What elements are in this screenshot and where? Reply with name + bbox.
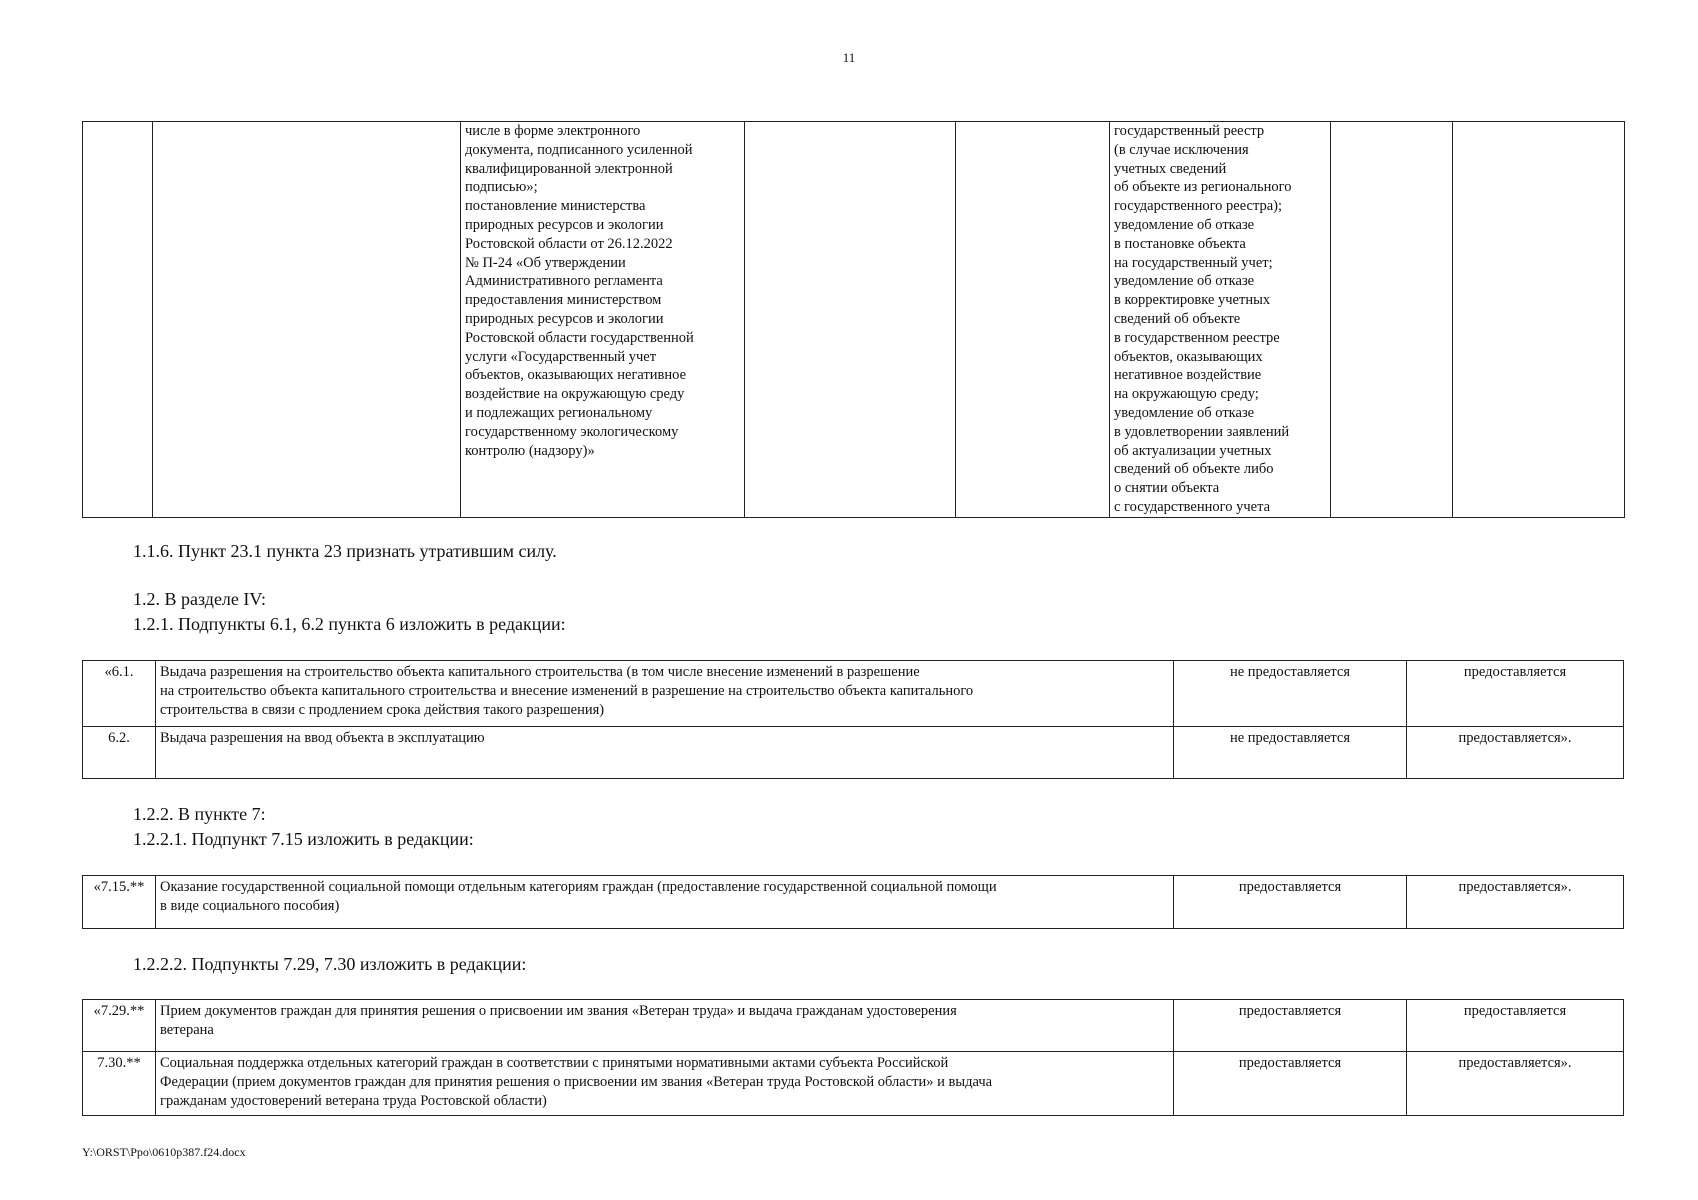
cont-cell-7 [1331,122,1453,518]
item-status-2: предоставляется». [1407,727,1624,779]
item-number: «7.15.** [83,876,156,929]
paragraph-1-2-2-2: 1.2.2.2. Подпункты 7.29, 7.30 изложить в редакции: [133,954,527,974]
item-status-2: предоставляется [1407,661,1624,727]
paragraph-1-2-2-1: 1.2.2.1. Подпункт 7.15 изложить в редакции: [133,829,474,849]
cont-cell-2 [153,122,461,518]
item-status-1: предоставляется [1174,1000,1407,1052]
table-item-7-15 [82,875,1624,929]
cont-cell-1 [83,122,153,518]
paragraph-1-2-2: 1.2.2. В пункте 7: [133,804,266,824]
item-number: 7.30.** [83,1052,156,1116]
cont-cell-8 [1453,122,1625,518]
result-cell [1110,122,1331,518]
item-status-1: не предоставляется [1174,727,1407,779]
item-number: «7.29.** [83,1000,156,1052]
item-status-1: предоставляется [1174,1052,1407,1116]
page-number: 11 [842,50,856,65]
item-status-2: предоставляется». [1407,876,1624,929]
continuation-table [82,121,1625,518]
item-description: Социальная поддержка отдельных категорий граждан в соответствии с принятыми нормативными актами субъекта Российской Федерации (прием документов граждан для принятия решения о присвоении им звания «Ветеран труда Ростовской области» и выдача гражданам удостоверений ветерана труда Ростовской области) [156,1052,1174,1116]
item-description: Оказание государственной социальной помощи отдельным категориям граждан (предоставление государственной социальной помощи в виде социального пособия) [156,876,1174,929]
item-description: Выдача разрешения на строительство объекта капитального строительства (в том числе внесение изменений в разрешение на строительство объекта капитального строительства и внесение изменений в разрешение на строительство объекта капитального строительства в связи с продлением срока действия такого разрешения) [156,661,1174,727]
item-status-1: не предоставляется [1174,661,1407,727]
table-row [83,661,1624,727]
item-description: Прием документов граждан для принятия решения о присвоении им звания «Ветеран труда» и выдача гражданам удостоверения ветерана [156,1000,1174,1052]
item-number: 6.2. [83,727,156,779]
item-number: «6.1. [83,661,156,727]
item-status-2: предоставляется [1407,1000,1624,1052]
item-status-1: предоставляется [1174,876,1407,929]
footer-file-path: Y:\ORST\Ppo\0610p387.f24.docx [82,1145,246,1159]
paragraph-1-1-6: 1.1.6. Пункт 23.1 пункта 23 признать утратившим силу. [133,541,557,561]
table-row [83,1000,1624,1052]
table-items-6 [82,660,1624,779]
table-row [83,727,1624,779]
legal-basis-cell [461,122,745,518]
cont-cell-5 [956,122,1110,518]
cont-cell-4 [745,122,956,518]
paragraph-1-2: 1.2. В разделе IV: [133,589,267,609]
table-row [83,1052,1624,1116]
paragraph-1-2-1: 1.2.1. Подпункты 6.1, 6.2 пункта 6 изложить в редакции: [133,614,566,634]
table-items-7-29-7-30 [82,999,1624,1116]
item-description: Выдача разрешения на ввод объекта в эксплуатацию [156,727,1174,779]
legal-basis-lines: числе в форме электронного документа, подписанного усиленной квалифицированной электронной подписью»; постановление министерства природных ресурсов и экологии Ростовской области от 26.12.2022 № П-24 «Об утверждении Административного регламента предоставления министерством природных ресурсов и экологии Ростовской области государственной услуги «Государственный учет объектов, оказывающих негативное воздействие на окружающую среду и подлежащих региональному государственному экологическому контролю (надзору)» [465,123,694,459]
item-status-2: предоставляется». [1407,1052,1624,1116]
table-row [83,876,1624,929]
result-lines: государственный реестр (в случае исключения учетных сведений об объекте из регионального государственного реестра); уведомление об отказе в постановке объекта на государственный учет; уведомление об отказе в корректировке учетных сведений об объекте в государственном реестре объектов, оказывающих негативное воздействие на окружающую среду; уведомление об отказе в удовлетворении заявлений об актуализации учетных сведений об объекте либо о снятии объекта с государственного учета [1114,123,1292,515]
